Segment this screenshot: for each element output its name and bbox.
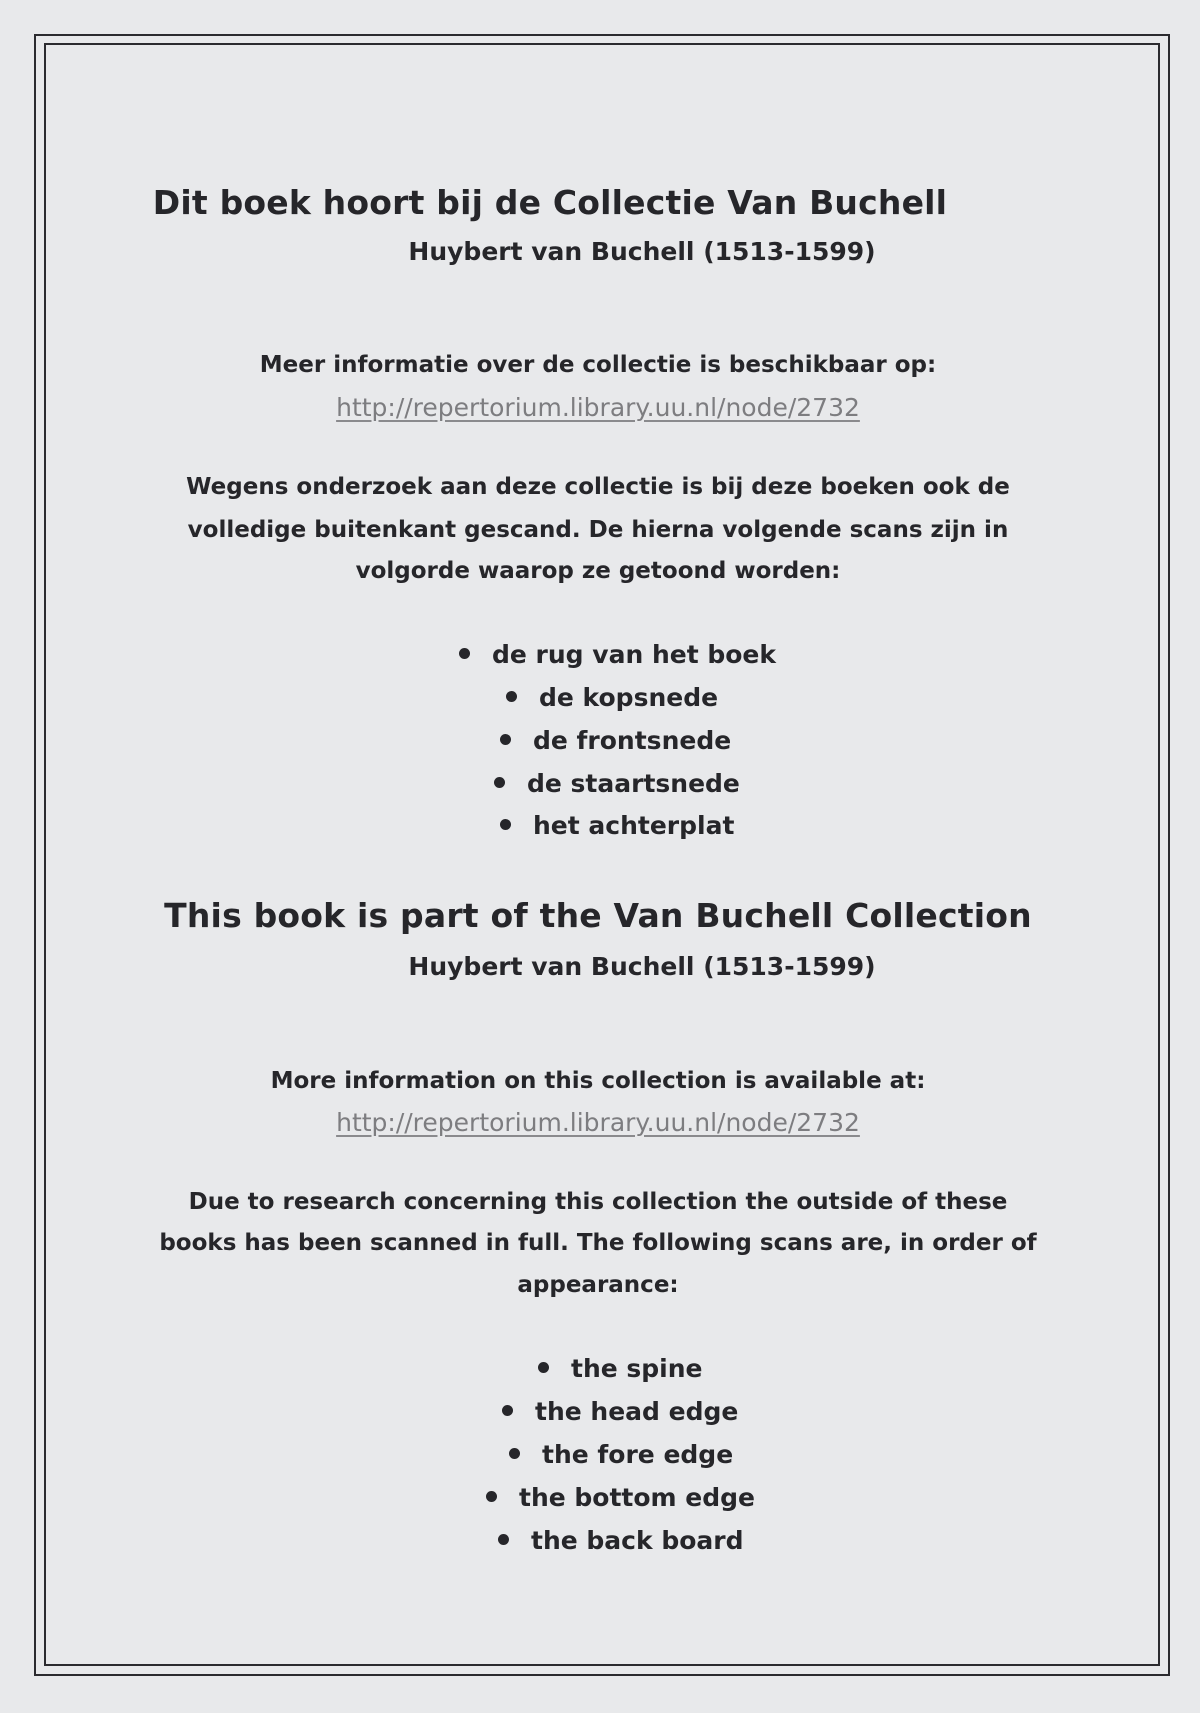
bullet-icon (502, 1405, 513, 1416)
bullet-icon (500, 819, 511, 830)
english-list-item: the fore edge (509, 1440, 733, 1469)
english-paragraph-line-3: appearance: (517, 1272, 679, 1298)
dutch-paragraph-line-3: volgorde waarop ze getoond worden: (355, 558, 841, 584)
bullet-icon (494, 777, 505, 788)
dutch-list-item: de staartsnede (494, 769, 740, 798)
english-paragraph-line-2: books has been scanned in full. The following scans are, in order of (159, 1230, 1037, 1256)
dutch-list-item: de frontsnede (500, 726, 731, 755)
dutch-title: Dit boek hoort bij de Collectie Van Buchell (152, 183, 948, 222)
dutch-paragraph-line-1: Wegens onderzoek aan deze collectie is bij deze boeken ook de (186, 474, 1010, 500)
dutch-list-item: de rug van het boek (459, 640, 776, 669)
english-link[interactable]: http://repertorium.library.uu.nl/node/2732 (336, 1108, 860, 1137)
english-list-item: the back board (498, 1526, 744, 1555)
bullet-icon (538, 1362, 549, 1373)
dutch-list-item: de kopsnede (506, 683, 718, 712)
english-list-item: the spine (538, 1354, 703, 1383)
dutch-subtitle: Huybert van Buchell (1513-1599) (408, 237, 876, 266)
dutch-info-label: Meer informatie over de collectie is beschikbaar op: (259, 352, 937, 378)
bullet-icon (459, 648, 470, 659)
english-list-item: the bottom edge (486, 1483, 755, 1512)
bullet-icon (498, 1534, 509, 1545)
dutch-paragraph-line-2: volledige buitenkant gescand. De hierna volgende scans zijn in (187, 517, 1009, 543)
english-info-label: More information on this collection is available at: (270, 1068, 926, 1094)
bullet-icon (506, 691, 517, 702)
bullet-icon (509, 1448, 520, 1459)
dutch-link[interactable]: http://repertorium.library.uu.nl/node/2732 (336, 393, 860, 422)
english-title: This book is part of the Van Buchell Collection (164, 896, 1032, 935)
bullet-icon (486, 1491, 497, 1502)
dutch-list-item: het achterplat (500, 811, 734, 840)
english-paragraph-line-1: Due to research concerning this collection the outside of these (188, 1189, 1008, 1215)
english-subtitle: Huybert van Buchell (1513-1599) (408, 952, 876, 981)
english-list-item: the head edge (502, 1397, 738, 1426)
bullet-icon (500, 734, 511, 745)
